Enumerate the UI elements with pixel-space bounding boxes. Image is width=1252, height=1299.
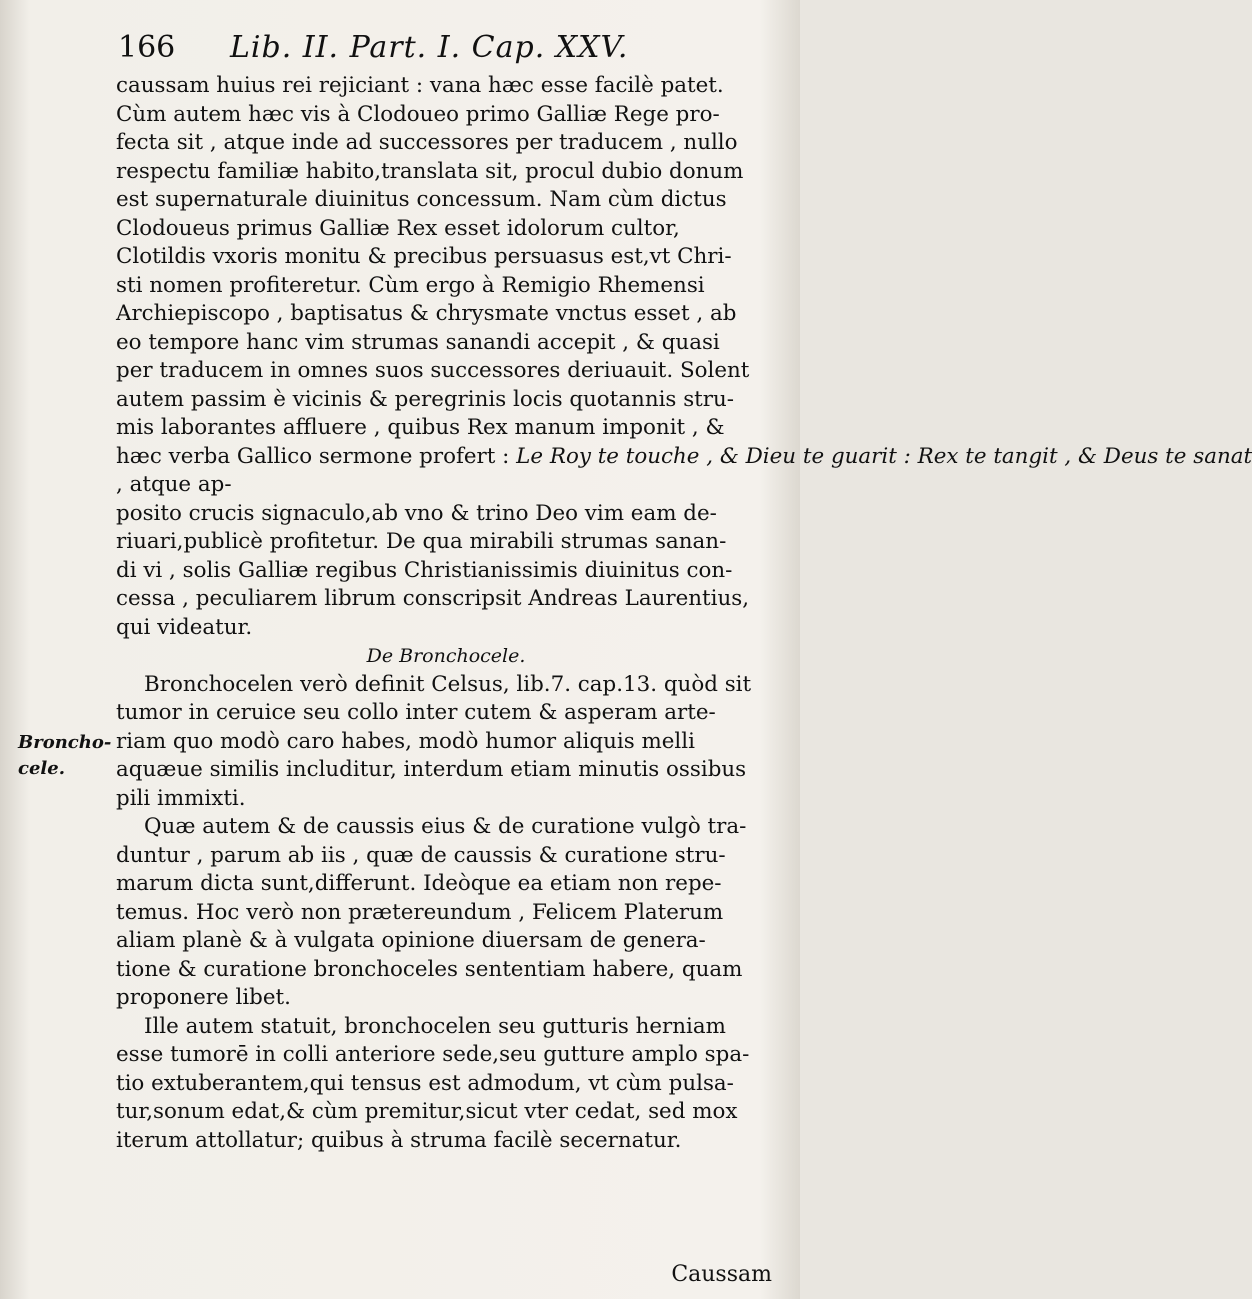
text-line: est supernaturale diuinitus concessum. Nam cùm dictus [116, 187, 727, 212]
paragraph-3 [116, 813, 776, 1013]
text-line: posito crucis signaculo,ab vno & trino Deo vim eam de- [116, 500, 717, 526]
text-line: Archiepiscopo , baptisatus & chrysmate vnctus esset , ab [116, 301, 737, 326]
text-line: cessa , peculiarem librum conscripsit Andreas Laurentius, [116, 586, 749, 611]
page-header [118, 30, 778, 70]
paragraph-2 [116, 671, 776, 814]
paragraph-1 [116, 72, 1252, 642]
text-line: fecta sit , atque inde ad successores per traducem , nullo [116, 130, 738, 155]
text-line: autem passim è vicinis & peregrinis locis quotannis stru- [116, 386, 735, 412]
text-line: qui videatur. [116, 614, 253, 640]
margin-note-line: Broncho- [18, 732, 112, 753]
text-line: tio extuberantem,qui tensus est admodum, vt cùm pulsa- [116, 1070, 734, 1096]
text-line: riam quo modò caro habes, modò humor aliquis melli [116, 728, 695, 754]
text-line: iterum attollatur; quibus à struma facilè secernatur. [116, 1127, 682, 1153]
catchword: Caussam [671, 1262, 772, 1287]
text-line: aquæue similis includitur, interdum etiam minutis ossibus [116, 757, 747, 782]
text-line: respectu familiæ habito,translata sit, procul dubio donum [116, 158, 744, 184]
margin-note-line: cele. [18, 758, 65, 779]
text-line: Clotildis vxoris monitu & precibus persuasus est,vt Chri- [116, 244, 732, 269]
text-line: tumor in ceruice seu collo inter cutem & asperam arte- [116, 700, 716, 725]
running-title: Lib. II. Part. I. Cap. XXV. [230, 30, 629, 65]
text-body [116, 72, 1252, 1155]
text-line: Cùm autem hæc vis à Clodoueo primo Galliæ Rege pro- [116, 101, 720, 127]
text-line: Ille autem statuit, bronchocelen seu gutturis herniam [144, 1013, 726, 1039]
paragraph-4 [116, 1013, 776, 1156]
text-line: per traducem in omnes suos successores deriuauit. Solent [116, 358, 750, 383]
text-line: Bronchocelen verò definit Celsus, lib.7. cap.13. quòd sit [144, 671, 752, 697]
text-line: proponere libet. [116, 985, 291, 1010]
text-line: sti nomen profiteretur. Cùm ergo à Remigio Rhemensi [116, 272, 705, 298]
text-line: Clodoueus primus Galliæ Rex esset idolorum cultor, [116, 215, 680, 241]
text-line: marum dicta sunt,differunt. Ideòque ea etiam non repe- [116, 871, 722, 896]
text-line: riuari,publicè profitetur. De qua mirabili strumas sanan- [116, 529, 727, 554]
text-line: Quæ autem & de caussis eius & de curatione vulgò tra- [144, 814, 747, 839]
margin-note [18, 730, 118, 782]
text-line: tione & curatione bronchoceles sententiam habere, quam [116, 956, 743, 982]
text-line: , atque ap- [116, 472, 232, 497]
text-line: mis laborantes affluere , quibus Rex manum imponit , & [116, 415, 725, 440]
text-line: caussam huius rei rejiciant : vana hæc esse facilè patet. [116, 73, 724, 98]
page-number: 166 [118, 30, 176, 65]
text-fragment: hæc verba Gallico sermone profert : [116, 443, 510, 469]
section-subheading: De Bronchocele. [366, 645, 526, 667]
text-line: di vi , solis Galliæ regibus Christianissimis diuinitus con- [116, 557, 733, 583]
text-line: aliam planè & à vulgata opinione diuersam de genera- [116, 928, 706, 953]
text-line [116, 443, 1252, 472]
text-line: esse tumorē in colli anteriore sede,seu gutture amplo spa- [116, 1042, 750, 1067]
text-line: eo tempore hanc vim strumas sanandi accepit , & quasi [116, 329, 720, 355]
text-line: duntur , parum ab iis , quæ de caussis & curatione stru- [116, 842, 726, 868]
text-line: temus. Hoc verò non prætereundum , Felicem Platerum [116, 899, 724, 925]
text-line: pili immixti. [116, 785, 246, 811]
text-line: tur,sonum edat,& cùm premitur,sicut vter cedat, sed mox [116, 1099, 738, 1124]
french-quote: Le Roy te touche , & Dieu te guarit : Rex te tangit , & Deus te sanat [516, 443, 1252, 469]
